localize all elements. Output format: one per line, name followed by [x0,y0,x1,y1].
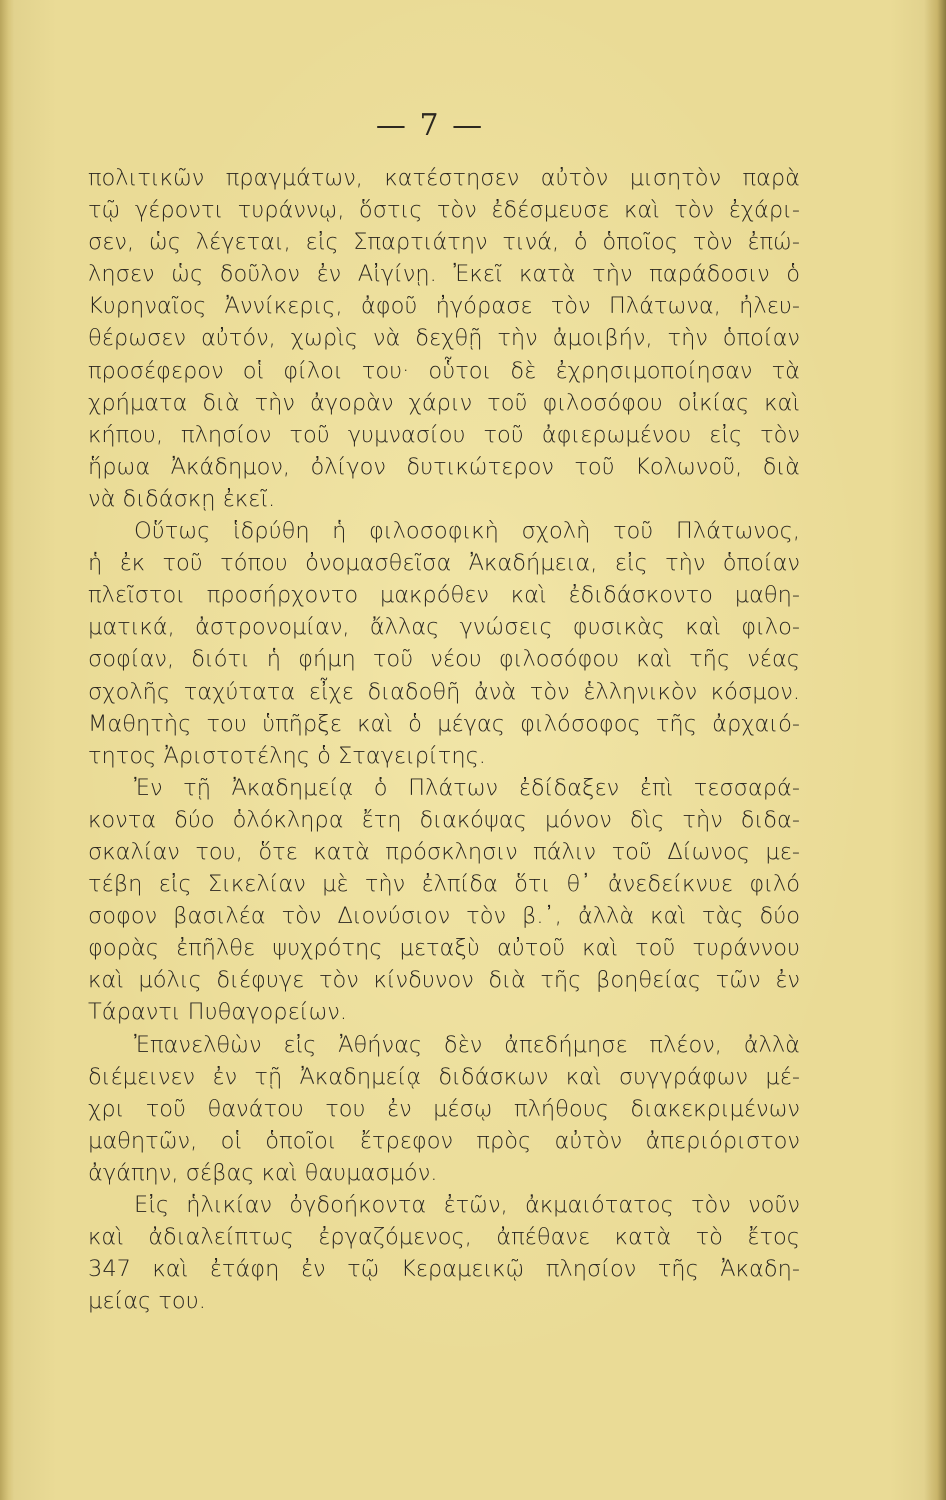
text-line: διέμεινεν ἐν τῇ Ἀκαδημείᾳ διδάσκων καὶ συγγράφων μέ- [88,1063,800,1090]
text-line: κοντα δύο ὁλόκληρα ἔτη διακόψας μόνον δὶς τὴν διδα- [88,806,800,833]
text-line: ἡ ἐκ τοῦ τόπου ὀνομασθεῖσα Ἀκαδήμεια, εἰς τὴν ὁποίαν [88,550,800,577]
page-left-edge [0,0,14,1500]
text-line: προσέφερον οἱ φίλοι του· οὗτοι δὲ ἐχρησιμοποίησαν τὰ [88,357,800,384]
text-line: καὶ μόλις διέφυγε τὸν κίνδυνον διὰ τῆς βοηθείας τῶν ἐν [88,967,800,994]
text-line: Ἐπανελθὼν εἰς Ἀθήνας δὲν ἀπεδήμησε πλέον, ἀλλὰ [134,1031,800,1058]
text-line: 347 καὶ ἐτάφη ἐν τῷ Κεραμεικῷ πλησίον τῆς Ἀκαδη- [88,1256,800,1283]
text-line: Τάραντι Πυθαγορείων. [88,999,348,1026]
text-line: ἥρωα Ἀκάδημον, ὀλίγον δυτικώτερον τοῦ Κολωνοῦ, διὰ [88,453,800,480]
text-line: θέρωσεν αὐτόν, χωρὶς νὰ δεχθῇ τὴν ἀμοιβήν, τὴν ὁποίαν [88,325,800,352]
text-line: μαθητῶν, οἱ ὁποῖοι ἔτρεφον πρὸς αὐτὸν ἀπεριόριστον [88,1127,800,1154]
text-line: τέβη εἰς Σικελίαν μὲ τὴν ἐλπίδα ὅτι θ᾽ ἀνεδείκνυε φιλό [88,871,800,898]
text-line: μείας του. [88,1288,206,1315]
text-line: Οὕτως ἱδρύθη ἡ φιλοσοφικὴ σχολὴ τοῦ Πλάτωνος, [134,518,800,545]
text-line: Ἐν τῇ Ἀκαδημείᾳ ὁ Πλάτων ἐδίδαξεν ἐπὶ τεσσαρά- [134,774,800,801]
text-line: λησεν ὡς δοῦλον ἐν Αἰγίνῃ. Ἐκεῖ κατὰ τὴν παράδοσιν ὁ [88,261,800,288]
text-line: καὶ ἀδιαλείπτως ἐργαζόμενος, ἀπέθανε κατὰ τὸ ἔτος [88,1224,800,1251]
text-line: νὰ διδάσκῃ ἐκεῖ. [88,485,276,512]
text-line: χρήματα διὰ τὴν ἀγορὰν χάριν τοῦ φιλοσόφου οἰκίας καὶ [88,389,800,416]
text-line: Κυρηναῖος Ἀννίκερις, ἀφοῦ ἠγόρασε τὸν Πλάτωνα, ἠλευ- [88,293,800,320]
page-number: — 7 — [375,108,485,143]
text-line: σχολῆς ταχύτατα εἶχε διαδοθῆ ἀνὰ τὸν ἑλληνικὸν κόσμον. [88,678,800,705]
text-line: κήπου, πλησίον τοῦ γυμνασίου τοῦ ἀφιερωμένου εἰς τὸν [88,421,800,448]
text-line: χρι τοῦ θανάτου του ἐν μέσῳ πλήθους διακεκριμένων [88,1095,800,1122]
text-line: ματικά, ἀστρονομίαν, ἄλλας γνώσεις φυσικὰς καὶ φιλο- [88,614,800,641]
text-line: τητος Ἀριστοτέλης ὁ Σταγειρίτης. [88,742,486,769]
text-line: σοφον βασιλέα τὸν Διονύσιον τὸν β.᾽, ἀλλὰ καὶ τὰς δύο [88,903,800,930]
text-line: πλεῖστοι προσήρχοντο μακρόθεν καὶ ἐδιδάσκοντο μαθη- [88,582,800,609]
text-line: σκαλίαν του, ὅτε κατὰ πρόσκλησιν πάλιν τοῦ Δίωνος με- [88,838,800,865]
text-line: ἀγάπην, σέβας καὶ θαυμασμόν. [88,1159,438,1186]
text-line: Εἰς ἡλικίαν ὀγδοήκοντα ἐτῶν, ἀκμαιότατος τὸν νοῦν [134,1192,800,1218]
page-right-edge [924,0,946,1500]
text-line: τῷ γέροντι τυράννῳ, ὅστις τὸν ἐδέσμευσε καὶ τὸν ἐχάρι- [88,197,800,224]
text-line: Μαθητὴς του ὑπῆρξε καὶ ὁ μέγας φιλόσοφος τῆς ἀρχαιό- [88,710,800,737]
body-text [88,162,800,1317]
text-line: πολιτικῶν πραγμάτων, κατέστησεν αὐτὸν μισητὸν παρὰ [88,165,800,191]
text-line: φορὰς ἐπῆλθε ψυχρότης μεταξὺ αὐτοῦ καὶ τοῦ τυράννου [88,935,800,962]
text-line: σοφίαν, διότι ἡ φήμη τοῦ νέου φιλοσόφου καὶ τῆς νέας [88,646,800,673]
text-line: σεν, ὡς λέγεται, εἰς Σπαρτιάτην τινά, ὁ ὁποῖος τὸν ἐπώ- [88,229,800,256]
